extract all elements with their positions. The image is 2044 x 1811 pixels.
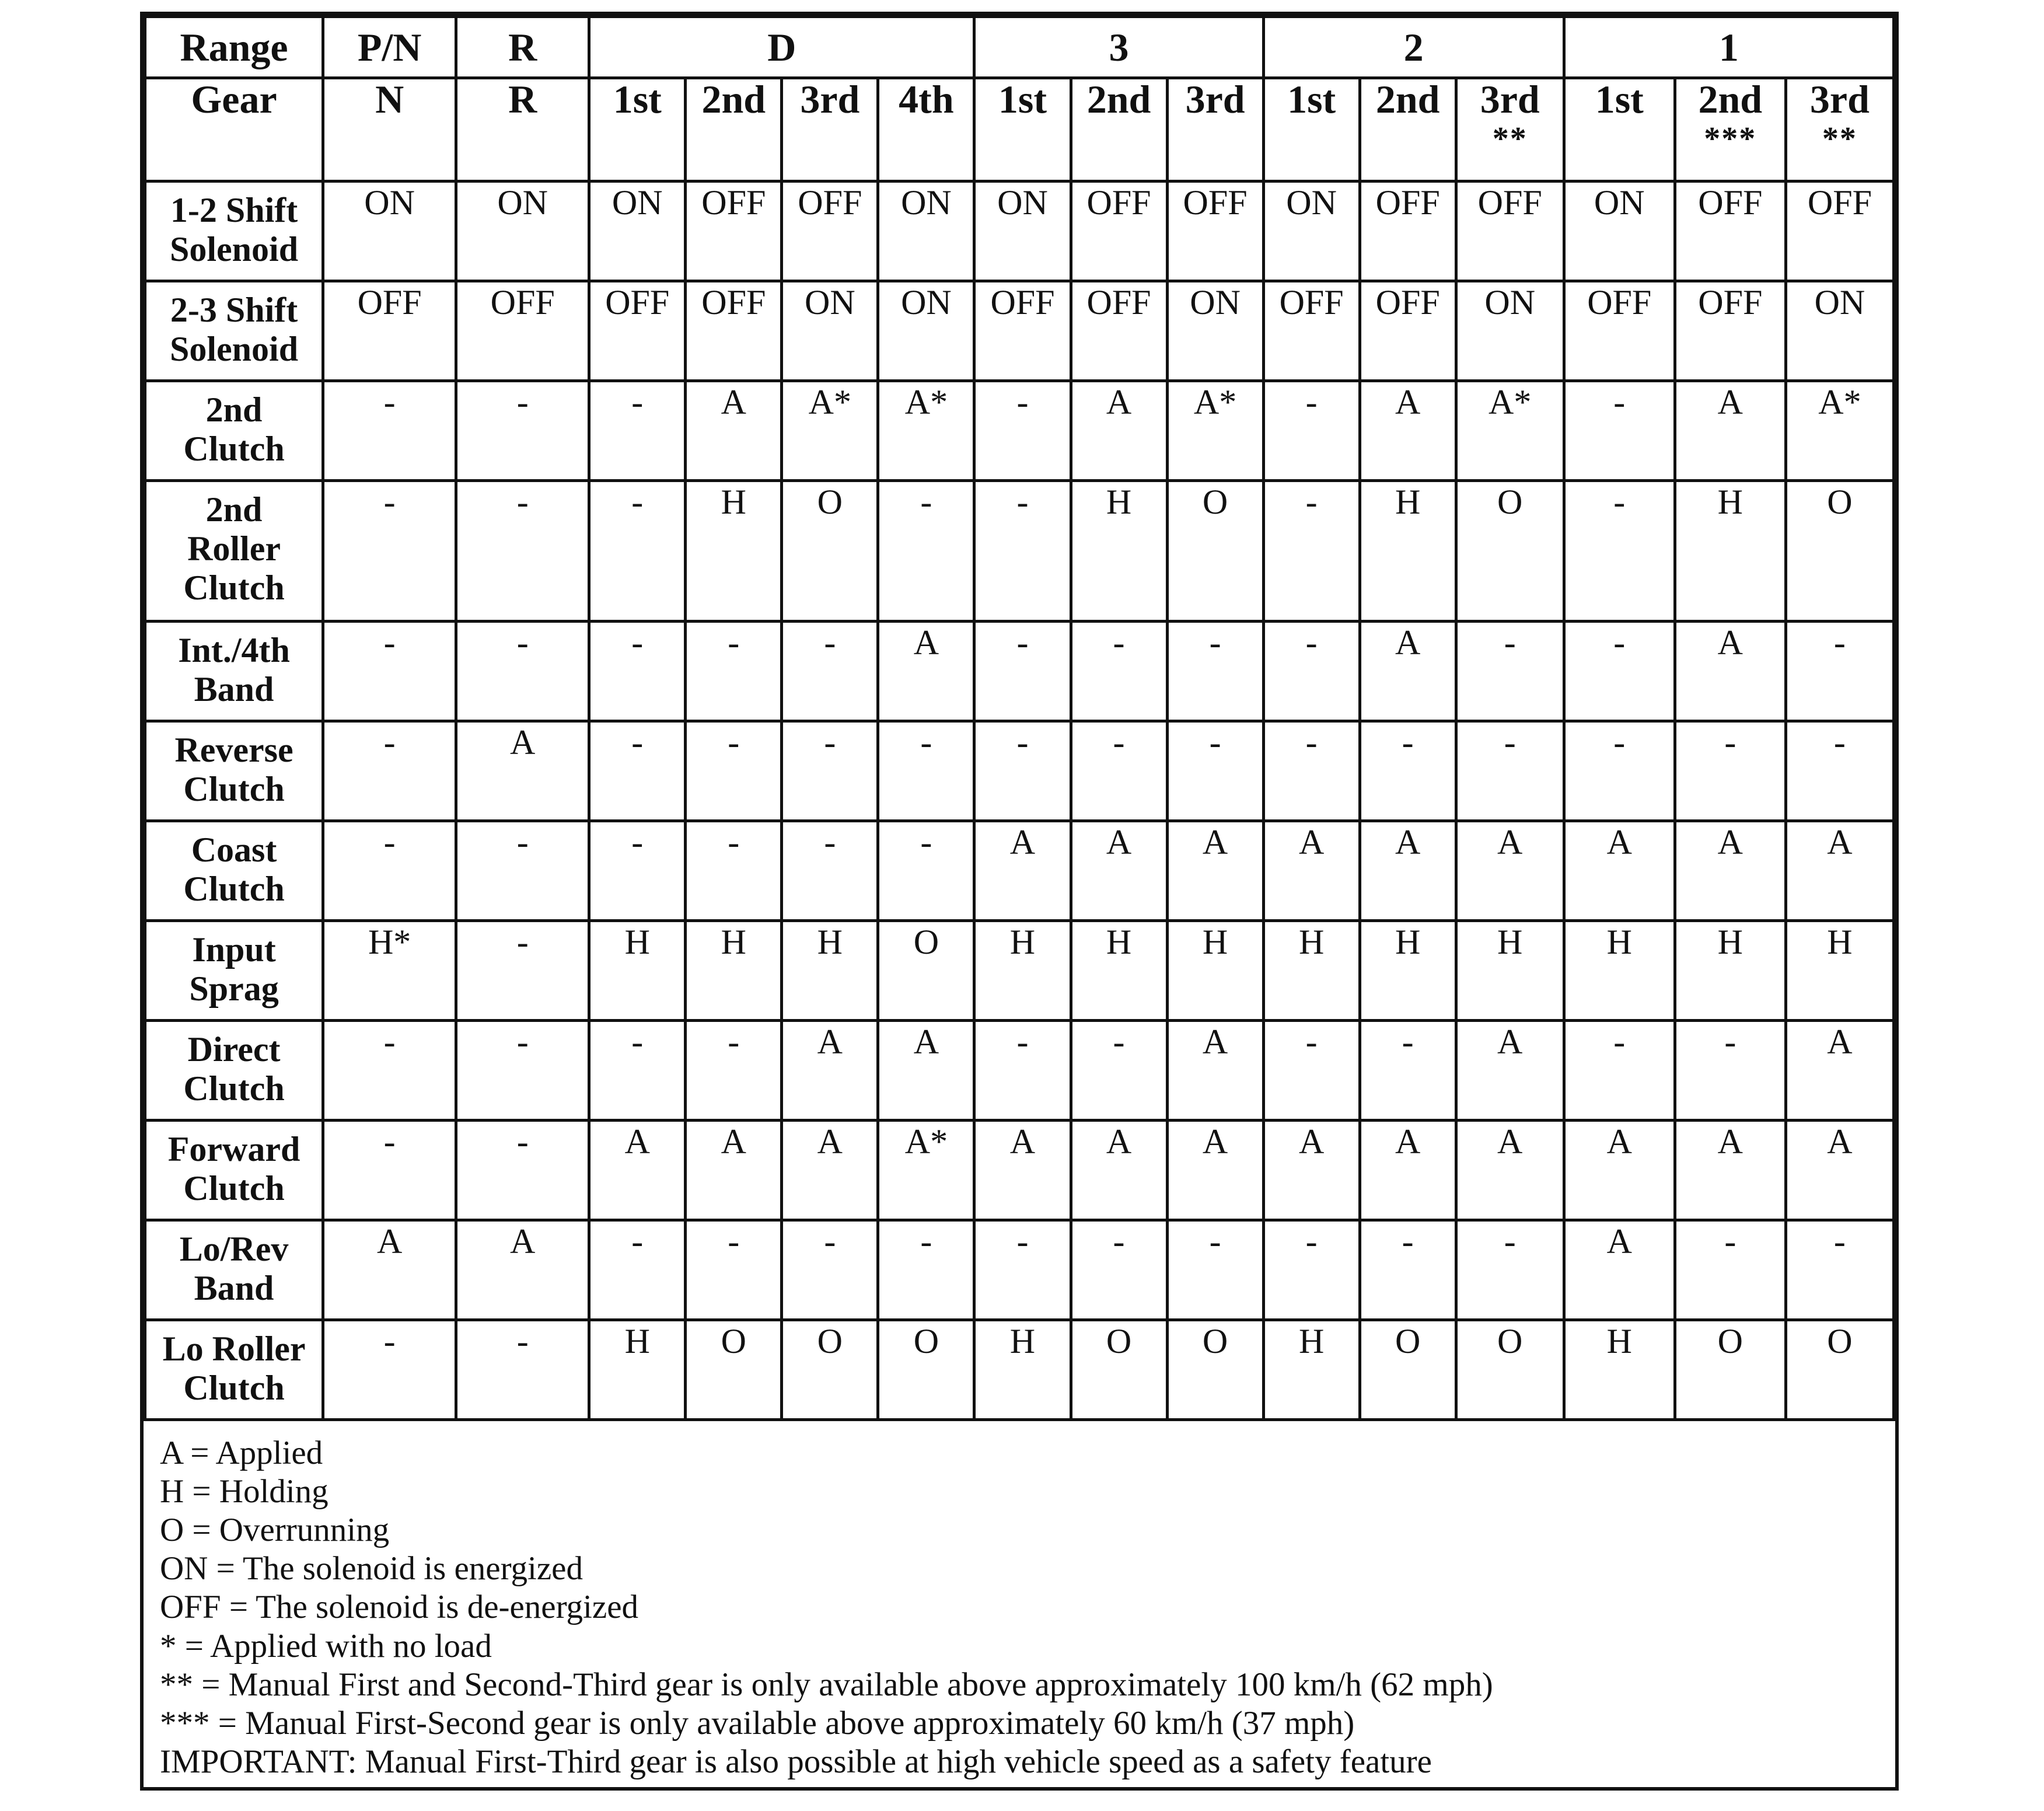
state-cell: -	[974, 622, 1071, 721]
gear-header-row	[145, 78, 1894, 182]
legend-line: ** = Manual First and Second-Third gear is only available above approximately 100 km/h (62 mph)	[160, 1666, 1493, 1703]
state-cell: H	[686, 481, 782, 622]
legend-line: H = Holding	[160, 1473, 329, 1510]
gear-label: 3rd	[800, 78, 860, 121]
state-cell: A	[1360, 381, 1456, 481]
gear-header-cell	[686, 78, 782, 182]
state-cell: ON	[1564, 182, 1675, 281]
gear-label: R	[508, 78, 537, 121]
state-cell: -	[1360, 1021, 1456, 1121]
state-cell: OFF	[1675, 182, 1786, 281]
range-header-cell: 2	[1263, 17, 1564, 78]
state-cell: -	[589, 381, 686, 481]
component-name-line: Clutch	[183, 1169, 285, 1208]
state-cell: OFF	[1071, 281, 1167, 381]
state-cell: OFF	[1360, 281, 1456, 381]
state-cell: A	[878, 1021, 974, 1121]
state-cell: A	[1071, 821, 1167, 921]
state-cell: -	[974, 381, 1071, 481]
state-cell: -	[974, 481, 1071, 622]
state-cell: -	[456, 481, 589, 622]
component-row	[145, 1121, 1894, 1220]
component-row	[145, 622, 1894, 721]
state-cell: -	[1675, 1220, 1786, 1320]
gear-label: 3rd	[1480, 78, 1540, 121]
state-cell: A*	[878, 381, 974, 481]
state-cell: A	[1263, 1121, 1360, 1220]
component-name-line: Input	[192, 930, 276, 969]
state-cell: OFF	[323, 281, 456, 381]
state-cell: OFF	[1456, 182, 1564, 281]
state-cell: -	[1564, 1021, 1675, 1121]
state-cell: -	[878, 1220, 974, 1320]
gear-label: Gear	[191, 78, 277, 121]
state-cell: -	[878, 481, 974, 622]
component-name-line: Reverse	[174, 731, 294, 769]
state-cell: A	[1786, 1121, 1893, 1220]
state-cell: -	[456, 1021, 589, 1121]
state-cell: A	[878, 622, 974, 721]
state-cell: -	[1564, 381, 1675, 481]
state-cell: O	[878, 1320, 974, 1420]
state-cell: -	[782, 821, 878, 921]
component-row	[145, 821, 1894, 921]
state-cell: OFF	[456, 281, 589, 381]
state-cell: A	[1564, 1121, 1675, 1220]
state-cell: OFF	[1263, 281, 1360, 381]
state-cell: -	[1263, 622, 1360, 721]
state-cell: -	[1456, 622, 1564, 721]
state-cell: A	[1675, 381, 1786, 481]
state-cell: H	[1564, 921, 1675, 1021]
state-cell: -	[456, 381, 589, 481]
component-name-line: Clutch	[183, 770, 285, 809]
state-cell: O	[1456, 481, 1564, 622]
gear-header-cell	[878, 78, 974, 182]
state-cell: -	[456, 821, 589, 921]
gear-label: N	[375, 78, 404, 121]
state-cell: A	[1167, 1121, 1263, 1220]
legend-line: O = Overrunning	[160, 1512, 390, 1549]
state-cell: O	[1786, 1320, 1893, 1420]
state-cell: -	[323, 721, 456, 821]
state-cell: -	[1167, 1220, 1263, 1320]
component-name-line: Clutch	[183, 430, 285, 469]
state-cell: OFF	[974, 281, 1071, 381]
state-cell: -	[323, 1121, 456, 1220]
state-cell: O	[878, 921, 974, 1021]
state-cell: O	[1456, 1320, 1564, 1420]
state-cell: H	[1167, 921, 1263, 1021]
state-cell: -	[878, 821, 974, 921]
gear-header-cell	[974, 78, 1071, 182]
component-name-cell	[145, 1121, 323, 1220]
state-cell: -	[456, 921, 589, 1021]
component-name-line: Roller	[187, 529, 281, 568]
state-cell: OFF	[782, 182, 878, 281]
state-cell: H	[1071, 921, 1167, 1021]
state-cell: A	[1456, 1121, 1564, 1220]
state-cell: -	[1675, 1021, 1786, 1121]
state-cell: -	[1456, 1220, 1564, 1320]
gear-footnote-marker: ***	[1704, 121, 1757, 157]
state-cell: ON	[878, 182, 974, 281]
state-cell: A	[1360, 622, 1456, 721]
state-cell: OFF	[1167, 182, 1263, 281]
component-name-line: Clutch	[183, 870, 285, 909]
legend-line: ON = The solenoid is energized	[160, 1550, 583, 1587]
state-cell: -	[456, 1121, 589, 1220]
state-cell: -	[1071, 622, 1167, 721]
component-name-line: Clutch	[183, 1069, 285, 1108]
component-row	[145, 1320, 1894, 1420]
legend	[144, 1421, 1895, 1787]
gear-header-cell	[1675, 78, 1786, 182]
state-cell: OFF	[686, 182, 782, 281]
state-cell: H	[1263, 921, 1360, 1021]
state-cell: -	[1456, 721, 1564, 821]
gear-header-cell	[1263, 78, 1360, 182]
component-name-line: Clutch	[183, 568, 285, 608]
range-header-cell: 1	[1564, 17, 1893, 78]
state-cell: ON	[782, 281, 878, 381]
state-cell: H	[686, 921, 782, 1021]
state-cell: A	[782, 1121, 878, 1220]
state-cell: A	[1456, 1021, 1564, 1121]
state-cell: -	[1360, 1220, 1456, 1320]
state-cell: -	[1360, 721, 1456, 821]
gear-header-cell	[782, 78, 878, 182]
component-name-cell	[145, 381, 323, 481]
state-cell: H	[974, 1320, 1071, 1420]
state-cell: A	[1786, 1021, 1893, 1121]
gear-header-cell	[589, 78, 686, 182]
component-name-line: Lo Roller	[162, 1330, 306, 1368]
gear-label: 3rd	[1185, 78, 1245, 121]
state-cell: -	[1675, 721, 1786, 821]
state-cell: OFF	[589, 281, 686, 381]
state-cell: H	[1786, 921, 1893, 1021]
state-cell: -	[1071, 721, 1167, 821]
component-name-line: 2nd	[205, 390, 263, 429]
component-name-cell	[145, 481, 323, 622]
component-name-line: Band	[194, 670, 274, 709]
state-cell: H	[589, 921, 686, 1021]
state-cell: ON	[974, 182, 1071, 281]
state-cell: -	[1071, 1220, 1167, 1320]
state-cell: ON	[589, 182, 686, 281]
state-cell: OFF	[686, 281, 782, 381]
state-cell: A	[323, 1220, 456, 1320]
state-cell: H	[1263, 1320, 1360, 1420]
state-cell: H	[589, 1320, 686, 1420]
component-name-line: Solenoid	[170, 230, 299, 269]
state-cell: A	[1071, 381, 1167, 481]
state-cell: A	[782, 1021, 878, 1121]
legend-line: *** = Manual First-Second gear is only available above approximately 60 km/h (37 mph)	[160, 1704, 1355, 1742]
component-row	[145, 281, 1894, 381]
component-name-line: 2nd	[205, 490, 263, 529]
state-cell: -	[686, 721, 782, 821]
gear-footnote-marker: **	[1822, 121, 1857, 157]
state-cell: OFF	[1564, 281, 1675, 381]
state-cell: -	[1263, 481, 1360, 622]
component-name-line: Solenoid	[170, 330, 299, 369]
state-cell: -	[323, 1021, 456, 1121]
state-cell: OFF	[1675, 281, 1786, 381]
range-header-cell: D	[589, 17, 974, 78]
state-cell: O	[686, 1320, 782, 1420]
gear-label: 1st	[1287, 78, 1336, 121]
range-header-row	[145, 17, 1894, 78]
range-header-cell: R	[456, 17, 589, 78]
state-cell: A	[1675, 1121, 1786, 1220]
state-cell: H*	[323, 921, 456, 1021]
state-cell: A*	[1167, 381, 1263, 481]
state-cell: A	[456, 721, 589, 821]
component-name-line: Band	[194, 1269, 274, 1308]
state-cell: ON	[456, 182, 589, 281]
state-cell: -	[878, 721, 974, 821]
state-cell: A	[1675, 821, 1786, 921]
component-application-table	[144, 15, 1895, 1421]
state-cell: -	[323, 622, 456, 721]
gear-label: 3rd	[1809, 78, 1870, 121]
state-cell: O	[1675, 1320, 1786, 1420]
legend-line: IMPORTANT: Manual First-Third gear is also possible at high vehicle speed as a safety feature	[160, 1743, 1432, 1780]
state-cell: -	[974, 1220, 1071, 1320]
component-row	[145, 1220, 1894, 1320]
state-cell: -	[1564, 622, 1675, 721]
state-cell: A	[974, 821, 1071, 921]
state-cell: -	[589, 1220, 686, 1320]
state-cell: -	[1786, 1220, 1893, 1320]
state-cell: O	[1360, 1320, 1456, 1420]
state-cell: -	[1564, 481, 1675, 622]
state-cell: H	[974, 921, 1071, 1021]
state-cell: -	[686, 622, 782, 721]
component-name-cell	[145, 182, 323, 281]
component-name-line: 1-2 Shift	[170, 191, 298, 229]
component-name-cell	[145, 1320, 323, 1420]
component-name-cell	[145, 1021, 323, 1121]
component-name-cell	[145, 1220, 323, 1320]
state-cell: -	[1564, 721, 1675, 821]
state-cell: -	[1167, 721, 1263, 821]
state-cell: ON	[1786, 281, 1893, 381]
state-cell: A*	[1456, 381, 1564, 481]
gear-label: 4th	[899, 78, 954, 121]
state-cell: ON	[878, 281, 974, 381]
state-cell: OFF	[1071, 182, 1167, 281]
state-cell: -	[686, 1220, 782, 1320]
state-cell: -	[456, 1320, 589, 1420]
component-name-line: Direct	[187, 1030, 281, 1069]
state-cell: ON	[1456, 281, 1564, 381]
state-cell: A*	[1786, 381, 1893, 481]
state-cell: -	[1263, 1021, 1360, 1121]
gear-header-cell	[456, 78, 589, 182]
gear-header-cell	[323, 78, 456, 182]
gear-label-cell	[145, 78, 323, 182]
state-cell: H	[1564, 1320, 1675, 1420]
gear-label: 2nd	[701, 78, 766, 121]
state-cell: A	[1360, 821, 1456, 921]
component-name-line: Int./4th	[178, 631, 290, 669]
state-cell: A	[974, 1121, 1071, 1220]
state-cell: -	[589, 721, 686, 821]
state-cell: OFF	[1786, 182, 1893, 281]
state-cell: -	[1263, 381, 1360, 481]
component-name-line: Lo/Rev	[179, 1230, 289, 1268]
state-cell: A	[1564, 1220, 1675, 1320]
state-cell: O	[782, 481, 878, 622]
gear-label: 1st	[1595, 78, 1644, 121]
range-label-cell: Range	[145, 17, 323, 78]
state-cell: H	[1675, 921, 1786, 1021]
range-header-cell: 3	[974, 17, 1263, 78]
state-cell: -	[686, 821, 782, 921]
state-cell: A	[1675, 622, 1786, 721]
state-cell: -	[456, 622, 589, 721]
component-name-line: Clutch	[183, 1369, 285, 1408]
state-cell: -	[589, 1021, 686, 1121]
component-row	[145, 381, 1894, 481]
state-cell: A*	[878, 1121, 974, 1220]
state-cell: A	[686, 1121, 782, 1220]
state-cell: -	[1071, 1021, 1167, 1121]
state-cell: OFF	[1360, 182, 1456, 281]
state-cell: -	[686, 1021, 782, 1121]
state-cell: -	[323, 821, 456, 921]
state-cell: -	[1263, 1220, 1360, 1320]
state-cell: -	[323, 381, 456, 481]
component-name-cell	[145, 921, 323, 1021]
state-cell: -	[1786, 721, 1893, 821]
state-cell: -	[589, 622, 686, 721]
component-name-line: Sprag	[189, 969, 279, 1009]
legend-line: * = Applied with no load	[160, 1627, 492, 1665]
component-name-cell	[145, 821, 323, 921]
state-cell: -	[589, 481, 686, 622]
state-cell: H	[1071, 481, 1167, 622]
state-cell: -	[782, 1220, 878, 1320]
state-cell: ON	[1263, 182, 1360, 281]
component-row	[145, 721, 1894, 821]
state-cell: A	[456, 1220, 589, 1320]
component-name-line: Forward	[167, 1130, 301, 1168]
state-cell: -	[974, 1021, 1071, 1121]
component-row	[145, 921, 1894, 1021]
legend-line: OFF = The solenoid is de-energized	[160, 1589, 638, 1626]
gear-label: 2nd	[1086, 78, 1151, 121]
state-cell: -	[1167, 622, 1263, 721]
state-cell: H	[782, 921, 878, 1021]
state-cell: H	[1456, 921, 1564, 1021]
state-cell: ON	[1167, 281, 1263, 381]
state-cell: H	[1360, 481, 1456, 622]
shift-solenoid-chart	[140, 12, 1899, 1791]
state-cell: -	[1786, 622, 1893, 721]
state-cell: A	[589, 1121, 686, 1220]
state-cell: -	[323, 1320, 456, 1420]
state-cell: O	[1167, 481, 1263, 622]
component-row	[145, 481, 1894, 622]
state-cell: A	[1564, 821, 1675, 921]
component-name-cell	[145, 281, 323, 381]
state-cell: O	[1167, 1320, 1263, 1420]
state-cell: O	[1071, 1320, 1167, 1420]
component-row	[145, 1021, 1894, 1121]
state-cell: -	[974, 721, 1071, 821]
state-cell: H	[1675, 481, 1786, 622]
component-name-line: 2-3 Shift	[170, 291, 298, 329]
state-cell: A	[1167, 821, 1263, 921]
state-cell: -	[782, 721, 878, 821]
gear-header-cell	[1564, 78, 1675, 182]
component-row	[145, 182, 1894, 281]
component-name-cell	[145, 721, 323, 821]
gear-label: 2nd	[1698, 78, 1763, 121]
state-cell: -	[782, 622, 878, 721]
gear-header-cell	[1071, 78, 1167, 182]
state-cell: A*	[782, 381, 878, 481]
gear-header-cell	[1360, 78, 1456, 182]
state-cell: -	[323, 481, 456, 622]
gear-header-cell	[1167, 78, 1263, 182]
state-cell: A	[1360, 1121, 1456, 1220]
state-cell: -	[589, 821, 686, 921]
component-name-cell	[145, 622, 323, 721]
state-cell: O	[782, 1320, 878, 1420]
state-cell: -	[1263, 721, 1360, 821]
legend-line: A = Applied	[160, 1435, 323, 1471]
gear-label: 2nd	[1375, 78, 1440, 121]
state-cell: H	[1360, 921, 1456, 1021]
gear-header-cell	[1786, 78, 1893, 182]
gear-footnote-marker: **	[1492, 121, 1528, 157]
state-cell: A	[1071, 1121, 1167, 1220]
state-cell: A	[1167, 1021, 1263, 1121]
gear-header-cell	[1456, 78, 1564, 182]
range-header-cell: P/N	[323, 17, 456, 78]
component-name-line: Coast	[191, 831, 277, 869]
state-cell: A	[1456, 821, 1564, 921]
state-cell: A	[686, 381, 782, 481]
state-cell: A	[1786, 821, 1893, 921]
state-cell: O	[1786, 481, 1893, 622]
state-cell: ON	[323, 182, 456, 281]
gear-label: 1st	[998, 78, 1047, 121]
state-cell: A	[1263, 821, 1360, 921]
gear-label: 1st	[613, 78, 662, 121]
